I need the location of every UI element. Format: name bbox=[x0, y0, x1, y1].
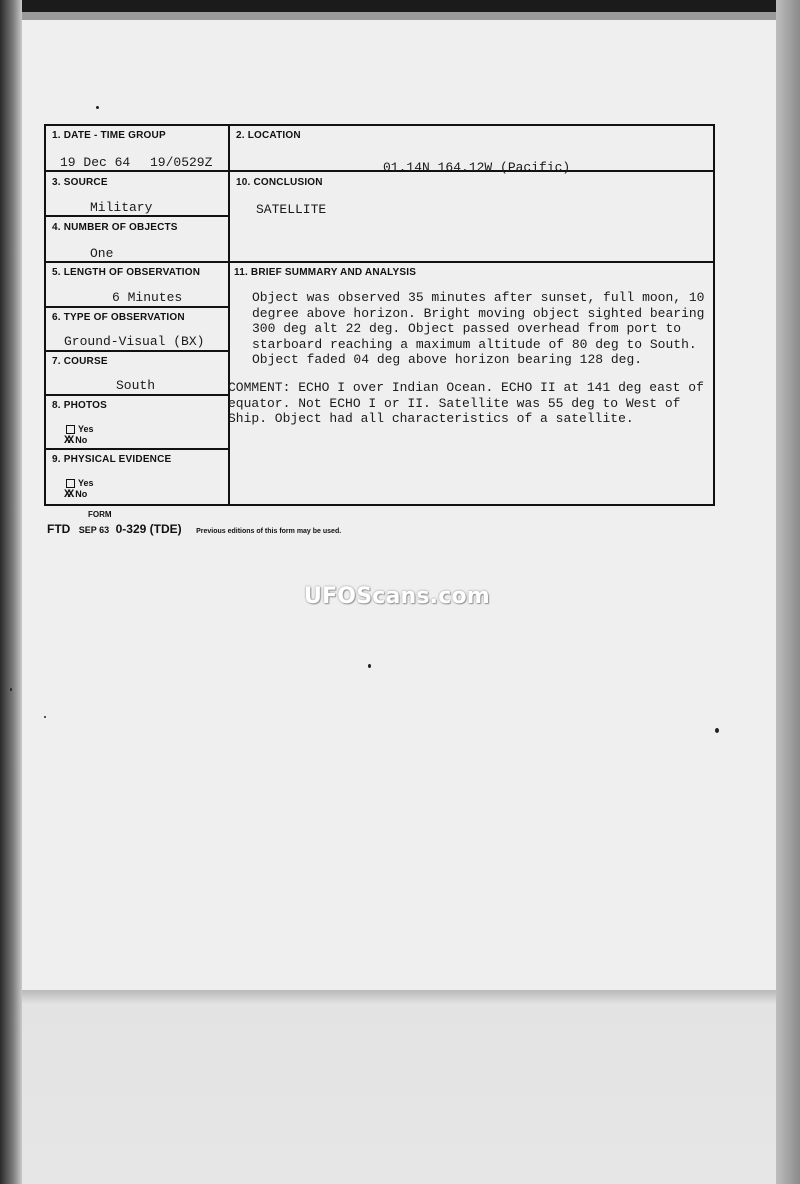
summary-line: starboard reaching a maximum altitude of 80 deg to South. bbox=[252, 336, 697, 352]
checkbox-empty-icon bbox=[66, 479, 75, 488]
footer-ftd: FTD bbox=[47, 522, 71, 536]
type-of-observation-value: Ground-Visual (BX) bbox=[64, 334, 205, 349]
scan-speck bbox=[96, 106, 99, 109]
footer-number: 0-329 (TDE) bbox=[115, 522, 182, 536]
summary-line: 300 deg alt 22 deg. Object passed overhead from port to bbox=[252, 321, 682, 336]
summary-line: Object was observed 35 minutes after sunset, full moon, 10 bbox=[252, 290, 705, 305]
source-label: 3. SOURCE bbox=[52, 177, 108, 188]
physical-evidence-yes-option bbox=[66, 478, 94, 488]
physical-evidence-label: 9. PHYSICAL EVIDENCE bbox=[52, 454, 172, 465]
course-value: South bbox=[116, 378, 156, 393]
photos-yes-option bbox=[66, 424, 94, 434]
physical-evidence-no-option bbox=[64, 489, 87, 501]
scan-right-edge bbox=[776, 0, 800, 1184]
footer-date: SEP 63 bbox=[78, 525, 110, 535]
scan-speck bbox=[10, 688, 12, 691]
summary-line: Object faded 04 deg above horizon bearing 128 deg. bbox=[252, 352, 643, 367]
summary-line: degree above horizon. Bright moving object sighted bearing bbox=[252, 305, 705, 321]
type-of-observation-label: 6. TYPE OF OBSERVATION bbox=[52, 312, 185, 323]
physical-evidence-no-text: No bbox=[75, 489, 88, 499]
checked-mark-icon: XX bbox=[64, 435, 72, 447]
comment-text bbox=[228, 380, 708, 427]
date-value: 19 Dec 64 bbox=[60, 155, 131, 170]
footer-form-id bbox=[47, 520, 341, 538]
photos-no-option bbox=[64, 435, 87, 447]
conclusion-value: SATELLITE bbox=[256, 202, 327, 217]
number-of-objects-value: One bbox=[90, 246, 114, 261]
date-time-group-label: 1. DATE - TIME GROUP bbox=[52, 130, 166, 141]
watermark: UFOScans.com bbox=[304, 584, 490, 609]
time-value: 19/0529Z bbox=[150, 155, 213, 170]
scan-speck bbox=[715, 728, 719, 733]
number-of-objects-label: 4. NUMBER OF OBJECTS bbox=[52, 222, 178, 233]
footer-form-word: FORM bbox=[88, 510, 112, 519]
scan-speck bbox=[368, 664, 371, 668]
row-divider bbox=[46, 170, 713, 172]
course-label: 7. COURSE bbox=[52, 356, 108, 367]
row-divider bbox=[46, 306, 228, 308]
physical-evidence-yes-text: Yes bbox=[78, 478, 94, 488]
row-divider bbox=[46, 215, 228, 217]
conclusion-label: 10. CONCLUSION bbox=[236, 177, 323, 188]
photos-no-text: No bbox=[75, 435, 88, 445]
scan-top-edge-shadow bbox=[0, 12, 800, 20]
footer-note: Previous editions of this form may be used. bbox=[196, 528, 342, 535]
checked-mark-icon: XX bbox=[64, 489, 72, 501]
length-of-observation-value: 6 Minutes bbox=[112, 290, 183, 305]
summary-text bbox=[252, 290, 712, 368]
length-of-observation-label: 5. LENGTH OF OBSERVATION bbox=[52, 267, 201, 278]
photos-yes-text: Yes bbox=[78, 424, 94, 434]
location-label: 2. LOCATION bbox=[236, 130, 301, 141]
photos-label: 8. PHOTOS bbox=[52, 400, 107, 411]
scan-top-edge bbox=[0, 0, 800, 12]
scan-left-edge bbox=[0, 0, 22, 1184]
row-divider bbox=[46, 394, 228, 396]
comment-line: equator. Not ECHO I or II. Satellite was 55 deg to West of bbox=[228, 395, 681, 411]
lower-paper-sheet bbox=[22, 990, 776, 1184]
location-value: 01.14N 164.12W (Pacific) bbox=[383, 160, 571, 175]
brief-summary-label: 11. BRIEF SUMMARY AND ANALYSIS bbox=[234, 267, 417, 278]
checkbox-empty-icon bbox=[66, 425, 75, 434]
scan-speck bbox=[44, 716, 46, 718]
column-divider bbox=[228, 126, 230, 504]
comment-line: COMMENT: ECHO I over Indian Ocean. ECHO II at 141 deg east of bbox=[228, 380, 704, 395]
comment-line: Ship. Object had all characteristics of a satellite. bbox=[228, 411, 634, 426]
source-value: Military bbox=[90, 200, 153, 215]
row-divider bbox=[46, 448, 228, 450]
row-divider bbox=[46, 261, 713, 263]
row-divider bbox=[46, 350, 228, 352]
